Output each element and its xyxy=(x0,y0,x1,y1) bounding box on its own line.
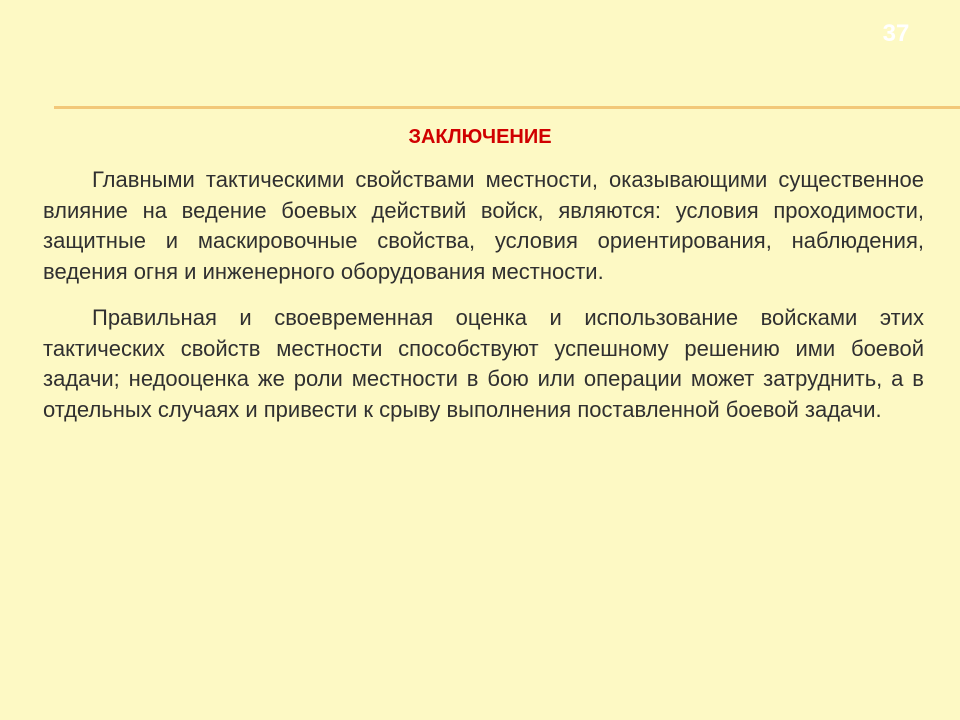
paragraph-1: Главными тактическими свойствами местности, оказывающими существенное влияние на ведение боевых действий войск, являются: условия проходимости, защитные и маскировочные свойства, условия ориентирования, наблюдения, ведения огня и инженерного оборудования местности. xyxy=(43,167,924,284)
slide-heading: ЗАКЛЮЧЕНИЕ xyxy=(408,126,552,148)
paragraph-2: Правильная и своевременная оценка и использование войсками этих тактических свойств местности способствуют успешному решению ими боевой задачи; недооценка же роли местности в бою или операции может затруднить, а в отдельных случаях и привести к срыву выполнения поставленной боевой задачи. xyxy=(43,305,924,422)
slide-body xyxy=(43,165,924,425)
page-number: 37 xyxy=(882,20,910,47)
top-divider xyxy=(54,106,960,109)
